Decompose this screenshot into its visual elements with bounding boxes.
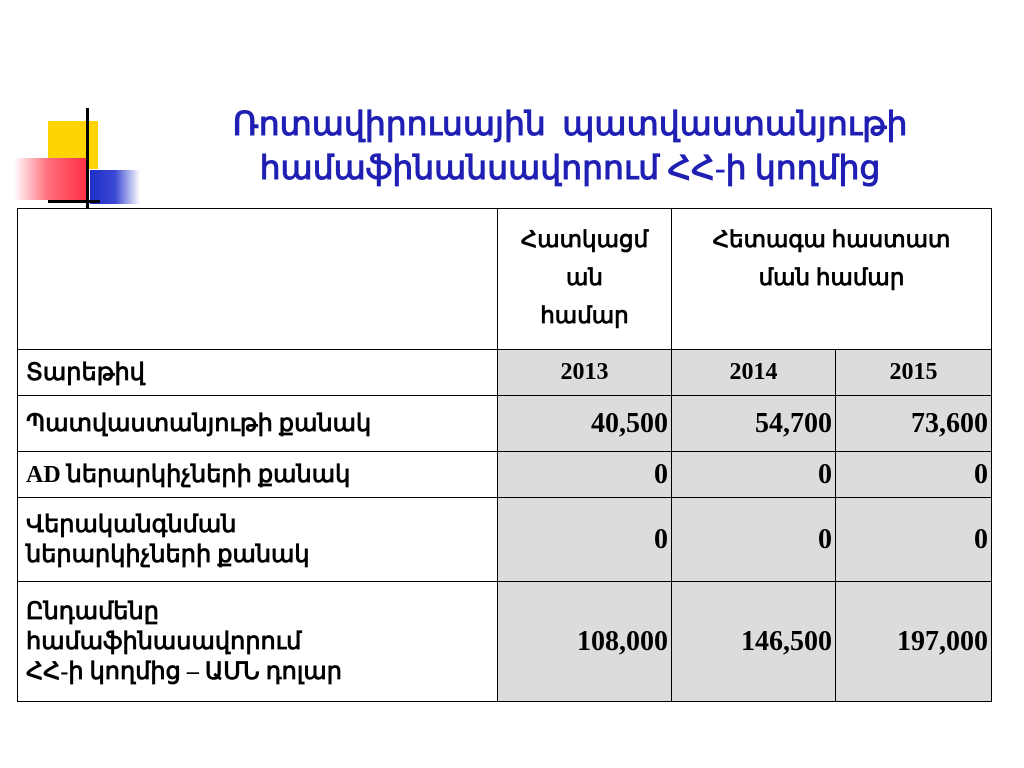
value-cell: 0: [836, 452, 992, 498]
header-allocation: Հատկացմ ան համար: [498, 209, 672, 350]
cofinancing-table: [17, 208, 992, 702]
value-cell: 146,500: [672, 582, 836, 702]
title-line-1: Ռոտավիրուսային պատվաստանյութի: [232, 107, 908, 143]
row-label-vaccine-quantity: Պատվաստանյութի քանակ: [18, 396, 498, 452]
value-cell: 197,000: [836, 582, 992, 702]
row-label-reconstitution-syringes: Վերականգնման ներարկիչների քանակ: [18, 498, 498, 582]
table-row: [18, 582, 992, 702]
logo-blue-square: [90, 170, 140, 204]
header-followup-approval: Հետագա հաստատ ման համար: [672, 209, 992, 350]
logo-horizontal-line: [48, 200, 100, 203]
row-label-total-cofinancing: Ընդամենը համաֆինասավորում ՀՀ-ի կողմից – ԱՄՆ դոլար: [18, 582, 498, 702]
year-cell: 2015: [836, 350, 992, 396]
logo-red-square: [14, 158, 89, 200]
table-row: [18, 396, 992, 452]
logo-vertical-line: [86, 108, 89, 208]
title-line-2: համաֆինանսավորում ՀՀ-ի կողմից: [259, 151, 881, 187]
value-cell: 54,700: [672, 396, 836, 452]
value-cell: 40,500: [498, 396, 672, 452]
slide-title: [150, 103, 990, 191]
year-cell: 2014: [672, 350, 836, 396]
value-cell: 0: [672, 498, 836, 582]
value-cell: 108,000: [498, 582, 672, 702]
row-label-year: Տարեթիվ: [18, 350, 498, 396]
header-empty-cell: [18, 209, 498, 350]
table-row: [18, 498, 992, 582]
year-cell: 2013: [498, 350, 672, 396]
decorative-logo-icon: [0, 0, 160, 220]
value-cell: 0: [672, 452, 836, 498]
value-cell: 0: [836, 498, 992, 582]
table-header-row: [18, 209, 992, 350]
table-row: [18, 452, 992, 498]
value-cell: 0: [498, 452, 672, 498]
value-cell: 0: [498, 498, 672, 582]
row-label-ad-syringes: AD ներարկիչների քանակ: [18, 452, 498, 498]
table-row: [18, 350, 992, 396]
value-cell: 73,600: [836, 396, 992, 452]
